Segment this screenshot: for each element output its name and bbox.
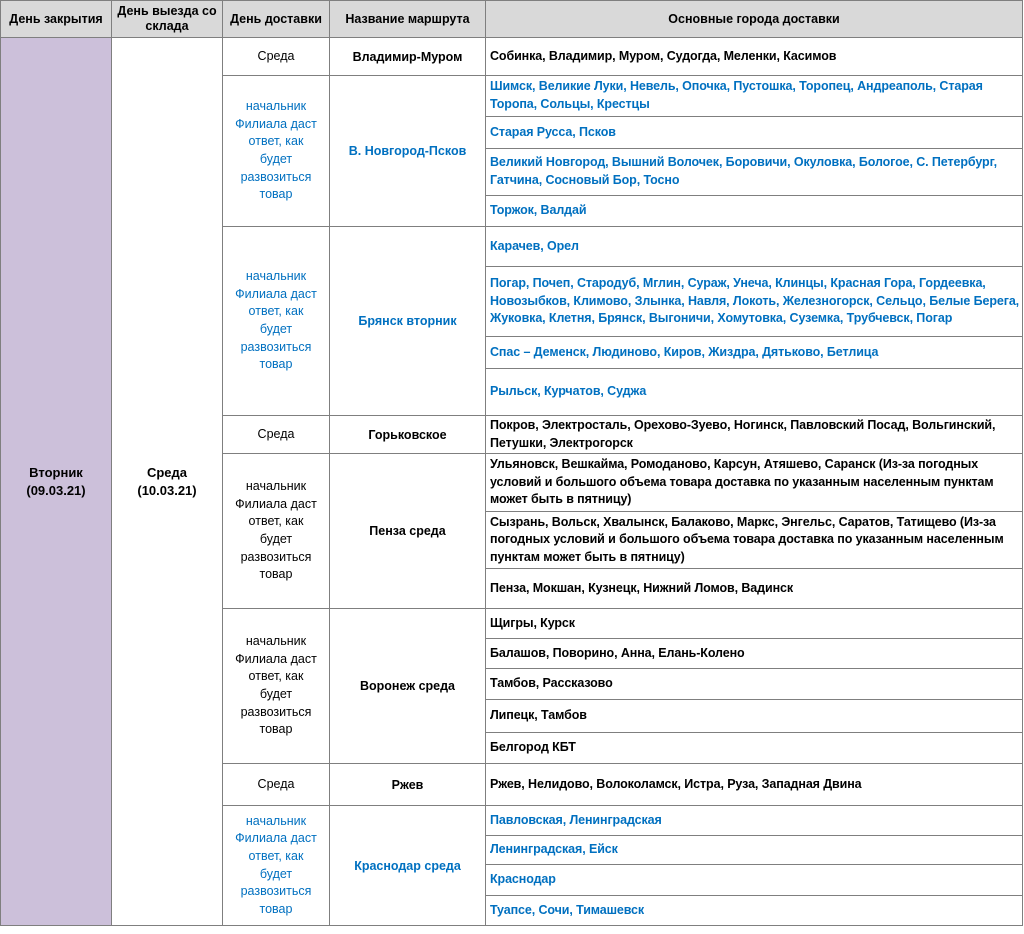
route-name: Горьковское [330, 416, 486, 454]
schedule-body [1, 38, 1023, 926]
delivery-day-cell [223, 227, 330, 416]
delivery-day-text: начальник Филиала даст ответ, как будет развозиться товар [235, 479, 317, 582]
cities-cell: Рыльск, Курчатов, Суджа [486, 369, 1023, 416]
cities-cell: Тамбов, Рассказово [486, 669, 1023, 700]
cities-cell: Ржев, Нелидово, Волоколамск, Истра, Руза, Западная Двина [486, 764, 1023, 806]
table-row [1, 38, 1023, 76]
header-depart-day: День выезда со склада [112, 1, 223, 38]
route-name: Пенза среда [330, 454, 486, 609]
cities-cell: Туапсе, Сочи, Тимашевск [486, 896, 1023, 926]
route-name: Воронеж среда [330, 609, 486, 764]
delivery-day-cell [223, 38, 330, 76]
delivery-day-cell [223, 806, 330, 926]
depart-day-weekday: Среда [146, 464, 188, 480]
cities-cell: Спас – Деменск, Людиново, Киров, Жиздра, Дятьково, Бетлица [486, 337, 1023, 369]
route-name: Ржев [330, 764, 486, 806]
cities-cell: Ульяновск, Вешкайма, Ромоданово, Карсун, Атяшево, Саранск (Из-за погодных условий и большого объема товара доставка по указанным населенным пунктам может быть в пятницу) [486, 454, 1023, 512]
cities-cell: Ленинградская, Ейск [486, 836, 1023, 865]
depart-day-date: (10.03.21) [137, 482, 197, 498]
cities-cell: Пенза, Мокшан, Кузнецк, Нижний Ломов, Вадинск [486, 569, 1023, 609]
cities-cell: Сызрань, Вольск, Хвалынск, Балаково, Маркс, Энгельс, Саратов, Татищево (Из-за погодных условий и большого объема товара доставка по указанным населенным пунктам может быть в пятницу) [486, 512, 1023, 569]
delivery-day-cell [223, 76, 330, 227]
cities-cell: Краснодар [486, 865, 1023, 896]
cities-cell: Погар, Почеп, Стародуб, Мглин, Сураж, Унеча, Клинцы, Красная Гора, Гордеевка, Новозыбков, Климово, Злынка, Навля, Локоть, Железногорск, Сельцо, Белые Берега, Жуковка, Клетня, Брянск, Выгоничи, Хомутовка, Суземка, Трубчевск, Погар [486, 267, 1023, 337]
cities-cell: Липецк, Тамбов [486, 700, 1023, 733]
header-cities: Основные города доставки [486, 1, 1023, 38]
header-close-day: День закрытия [1, 1, 112, 38]
cities-cell: Великий Новгород, Вышний Волочек, Боровичи, Окуловка, Бологое, С. Петербург, Гатчина, Сосновый Бор, Тосно [486, 149, 1023, 196]
cities-cell: Белгород КБТ [486, 733, 1023, 764]
delivery-day-text: начальник Филиала даст ответ, как будет развозиться товар [235, 99, 317, 202]
header-delivery-day: День доставки [223, 1, 330, 38]
cities-cell: Собинка, Владимир, Муром, Судогда, Меленки, Касимов [486, 38, 1023, 76]
cities-cell: Покров, Электросталь, Орехово-Зуево, Ногинск, Павловский Посад, Вольгинский, Петушки, Электрогорск [486, 416, 1023, 454]
delivery-day-text: начальник Филиала даст ответ, как будет развозиться товар [235, 813, 317, 916]
delivery-day-text: начальник Филиала даст ответ, как будет развозиться товар [235, 634, 317, 737]
route-name: Брянск вторник [330, 227, 486, 416]
header-route-name: Название маршрута [330, 1, 486, 38]
delivery-day-cell [223, 454, 330, 609]
delivery-day-cell [223, 416, 330, 454]
cities-cell: Павловская, Ленинградская [486, 806, 1023, 836]
close-day-date: (09.03.21) [26, 482, 86, 498]
delivery-day-text: начальник Филиала даст ответ, как будет развозиться товар [235, 269, 317, 372]
delivery-day-cell [223, 609, 330, 764]
cities-cell: Карачев, Орел [486, 227, 1023, 267]
delivery-day-cell [223, 764, 330, 806]
route-name: Владимир-Муром [330, 38, 486, 76]
cities-cell: Щигры, Курск [486, 609, 1023, 639]
route-name: В. Новгород-Псков [330, 76, 486, 227]
cities-cell: Шимск, Великие Луки, Невель, Опочка, Пустошка, Торопец, Андреаполь, Старая Торопа, Сольцы, Крестцы [486, 76, 1023, 117]
delivery-day-text: Среда [257, 426, 295, 441]
cities-cell: Балашов, Поворино, Анна, Елань-Колено [486, 639, 1023, 669]
delivery-day-text: Среда [257, 48, 295, 63]
cities-cell: Старая Русса, Псков [486, 117, 1023, 149]
close-day-cell [1, 38, 112, 926]
route-name: Краснодар среда [330, 806, 486, 926]
close-day-weekday: Вторник [29, 464, 83, 480]
cities-cell: Торжок, Валдай [486, 196, 1023, 227]
depart-day-cell [112, 38, 223, 926]
delivery-day-text: Среда [257, 776, 295, 791]
